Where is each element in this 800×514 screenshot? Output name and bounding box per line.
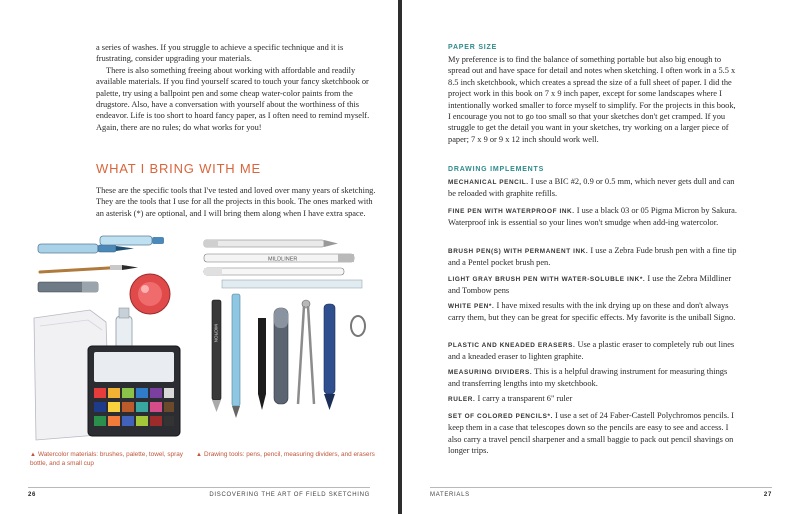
watercolor-palette [88,346,180,436]
pen-brand-label: MILDLINER [268,256,298,263]
left-page [0,0,398,514]
right-page [402,0,800,514]
implement-item: BRUSH PEN(S) WITH PERMANENT INK. I use a Zebra Fude brush pen with a fine tip and a Pentel pocket brush pen. [448,246,737,268]
running-title: MATERIALS [430,492,470,498]
triangle-icon: ▲ [196,452,202,458]
implement-item: SET OF COLORED PENCILS*. I use a set of 24 Faber-Castell Polychromos pencils. I keep them in a case that telescopes down so the pencils are easy to see and access. I also carry a travel pencil sharpener and a small baggie to pack out pencil shavings on longer trips. [448,411,734,456]
water-brush-2 [100,236,164,245]
page-number: 26 [28,492,37,498]
figure-caption-watercolor [30,451,192,468]
implement-item: WHITE PEN*. I have mixed results with the ink drying up on these and don't always carry them, but they can be great for specific effects. My favorite is the uniball Signo. [448,301,736,323]
red-cup [130,274,170,314]
lead-tube [38,282,98,292]
drawing-implements-heading: DRAWING IMPLEMENTS [448,166,545,173]
figure-caption-drawing [196,451,376,460]
paintbrush [40,265,138,272]
micron-label: MICRON [213,324,219,343]
section-heading: WHAT I BRING WITH ME [96,161,262,176]
left-body-text [96,42,382,133]
drawing-tools-illustration [198,234,380,444]
paragraph: There is also something freeing about working with affordable and readily available materials. If you find yourself scared to touch your fancy sketchbook or palette, try using a ballpoint pen and some cheap water-color paints from the drugstore. Also, have a conversation with yourself about the worthiness of this endeavor. Life is too short to hoard fancy paper, as I often need to remind myself. Again, there are no rules; do what works for you! [96,65,370,132]
eraser-ring [351,316,365,336]
caption-text: Watercolor materials: brushes, palette, towel, spray bottle, and a small cup [30,451,183,467]
implement-item: RULER. I carry a transparent 6" ruler [448,394,573,403]
watercolor-materials-illustration [30,234,190,444]
measuring-dividers [298,300,314,404]
blue-pencil [232,294,240,418]
caption-text: Drawing tools: pens, pencil, measuring dividers, and erasers [203,451,375,458]
clear-ruler [222,280,362,288]
paper-size-heading: PAPER SIZE [448,44,498,51]
left-footer [28,487,370,498]
implement-item: PLASTIC AND KNEADED ERASERS. Use a plastic eraser to completely rub out lines and a kneaded eraser to lighten graphite. [448,340,735,362]
running-title: DISCOVERING THE ART OF FIELD SKETCHING [209,492,370,498]
right-footer [430,487,772,498]
black-brush-pen [258,318,266,410]
white-pen [204,268,344,275]
gray-marker [274,308,288,404]
page-number: 27 [763,492,772,498]
paper-size-text: My preference is to find the balance of something portable but also big enough to spread out and have space for detail and notes when sketching. I often work in a 5.5 x 8.5 inch sketchbook, which creates a spread the size of a full sheet of paper. I did the project work in this book on 7 x 9 inch paper, except for some landscapes where I intentionally worked smaller to force myself to simplify. For the projects in this book, I encourage you not to go too small so that your sketches don't get cramped. If you struggle to get the detail you want in your sketches, try working on a larger piece of paper; 7 x 9 or 9 x 12 inch should work well. [448,55,736,144]
mechanical-pencil [204,240,338,247]
intro-paragraph: These are the specific tools that I've tested and loved over many years of sketching. They are the tools that I use for all the projects in this book. The ones marked with an asterisk (*) are optional, and I will bring them along when I have extra space. [96,186,376,218]
implement-item: FINE PEN WITH WATERPROOF INK. I use a black 03 or 05 Pigma Micron by Sakura. Waterproof ink is essential so your lines won't smudge when add-ing watercolor. [448,206,737,228]
paragraph: a series of washes. If you struggle to achieve a specific technique and it is frustrating, consider upgrading your materials. [96,43,344,64]
blue-pen [324,304,335,410]
triangle-icon: ▲ [30,452,36,458]
gray-brush-pen [204,254,354,263]
micron-pen [212,300,221,412]
implement-item: LIGHT GRAY BRUSH PEN WITH WATER-SOLUBLE INK*. I use the Zebra Mildliner and Tombow pens [448,274,732,296]
implement-item: MECHANICAL PENCIL. I use a BIC #2, 0.9 or 0.5 mm, which never gets dull and can be reloaded with graphite refills. [448,177,735,199]
implement-item: MEASURING DIVIDERS. This is a helpful drawing instrument for measuring things and transferring lengths into my sketchbook. [448,367,728,389]
